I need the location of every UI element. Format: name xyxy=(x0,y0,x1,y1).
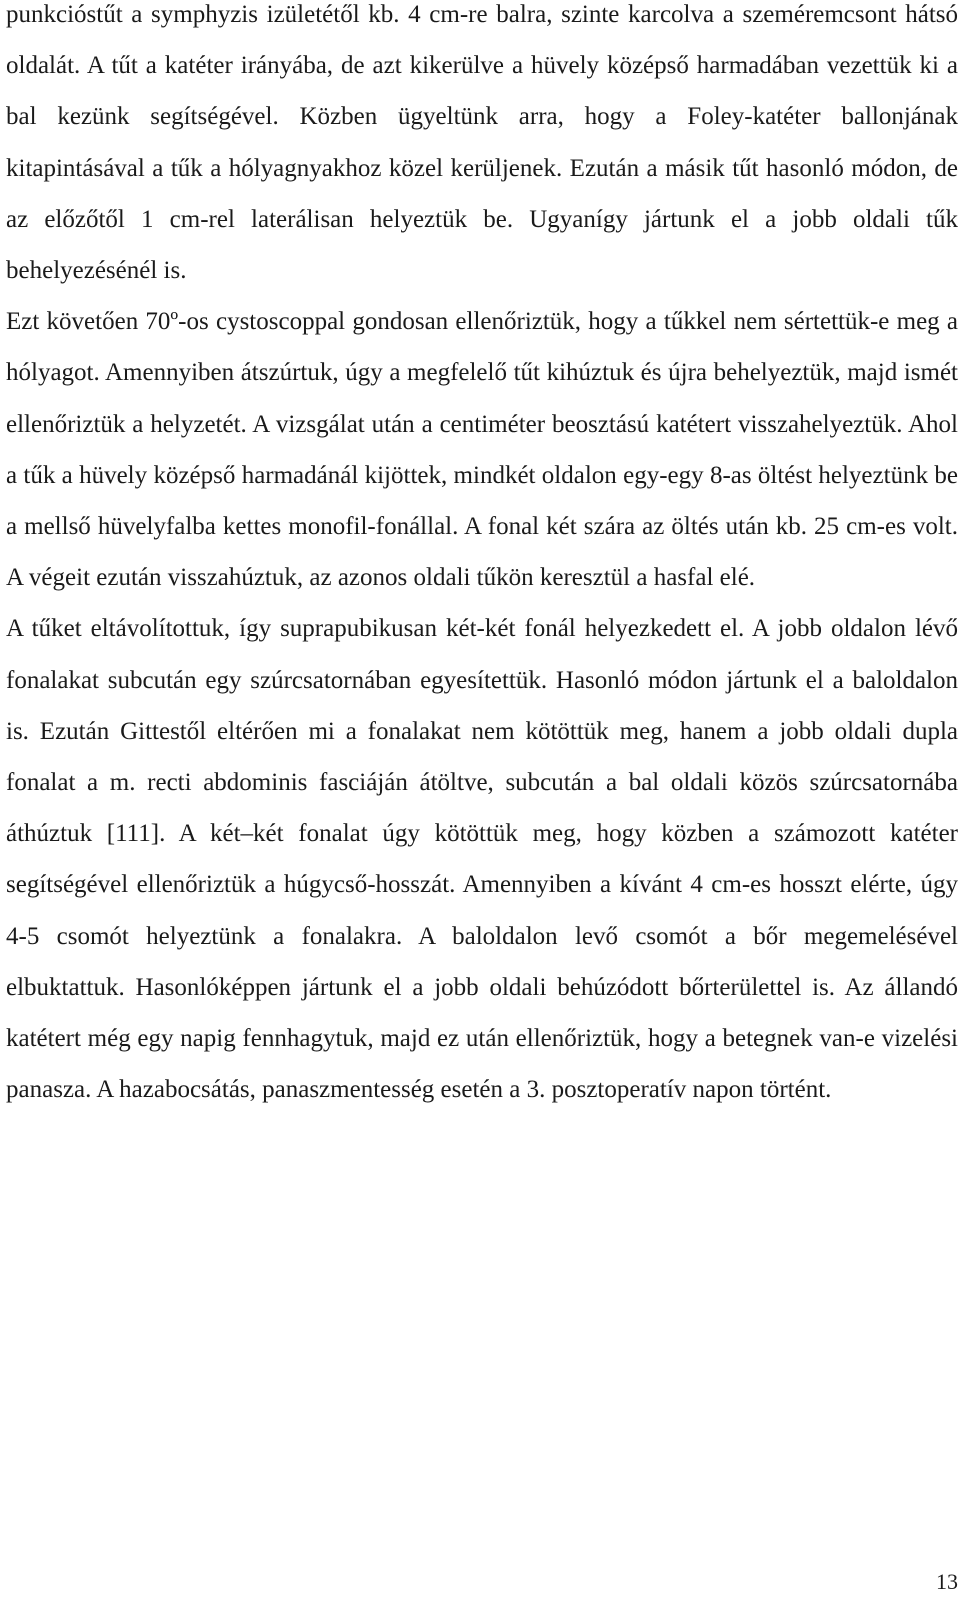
body-text xyxy=(6,0,958,1115)
page-number: 13 xyxy=(936,1569,958,1594)
paragraph-3: A tűket eltávolítottuk, így suprapubikusan két-két fonál helyezkedett el. A jobb oldalon lévő fonalakat subcután egy szúrcsatornában egyesítettük. Hasonló módon jártunk el a baloldalon is. Ezután Gittestől eltérően mi a fonalakat nem kötöttük meg, hanem a jobb oldali dupla fonalat a m. recti abdominis fasciáján átöltve, subcután a bal oldali közös szúrcsatornába áthúztuk [111]. A két–két fonalat úgy kötöttük meg, hogy közben a számozott katéter segítségével ellenőriztük a húgycső-hosszát. Amennyiben a kívánt 4 cm-es hosszt elérte, úgy 4-5 csomót helyeztünk a fonalakra. A baloldalon levő csomót a bőr megemelésével elbuktattuk. Hasonlóképpen jártunk el a jobb oldali behúzódott bőrterülettel is. Az állandó katétert még egy napig fennhagytuk, majd ez után ellenőriztük, hogy a betegnek van-e vizelési panasza. A hazabocsátás, panaszmentesség esetén a 3. posztoperatív napon történt. xyxy=(6,615,958,1104)
paragraph-1: punkcióstűt a symphyzis izületétől kb. 4 cm-re balra, szinte karcolva a szeméremcsont hátsó oldalát. A tűt a katéter irányába, de azt kikerülve a hüvely középső harmadában vezettük ki a bal kezünk segítségével. Közben ügyeltünk arra, hogy a Foley-katéter ballonjának kitapintásával a tűk a hólyagnyakhoz közel kerüljenek. Ezután a másik tűt hasonló módon, de az előzőtől 1 cm-rel laterálisan helyeztük be. Ugyanígy jártunk el a jobb oldali tűk behelyezésénél is. xyxy=(6,1,958,285)
paragraph-2: Ezt követően 70º-os cystoscoppal gondosan ellenőriztük, hogy a tűkkel nem sértettük-e meg a hólyagot. Amennyiben átszúrtuk, úgy a megfelelő tűt kihúztuk és újra behelyeztük, majd ismét ellenőriztük a helyzetét. A vizsgálat után a centiméter beosztású katétert visszahelyeztük. Ahol a tűk a hüvely középső harmadánál kijöttek, mindkét oldalon egy-egy 8-as öltést helyeztünk be a mellső hüvelyfalba kettes monofil-fonállal. A fonal két szára az öltés után kb. 25 cm-es volt. A végeit ezután visszahúztuk, az azonos oldali tűkön keresztül a hasfal elé. xyxy=(6,308,958,592)
